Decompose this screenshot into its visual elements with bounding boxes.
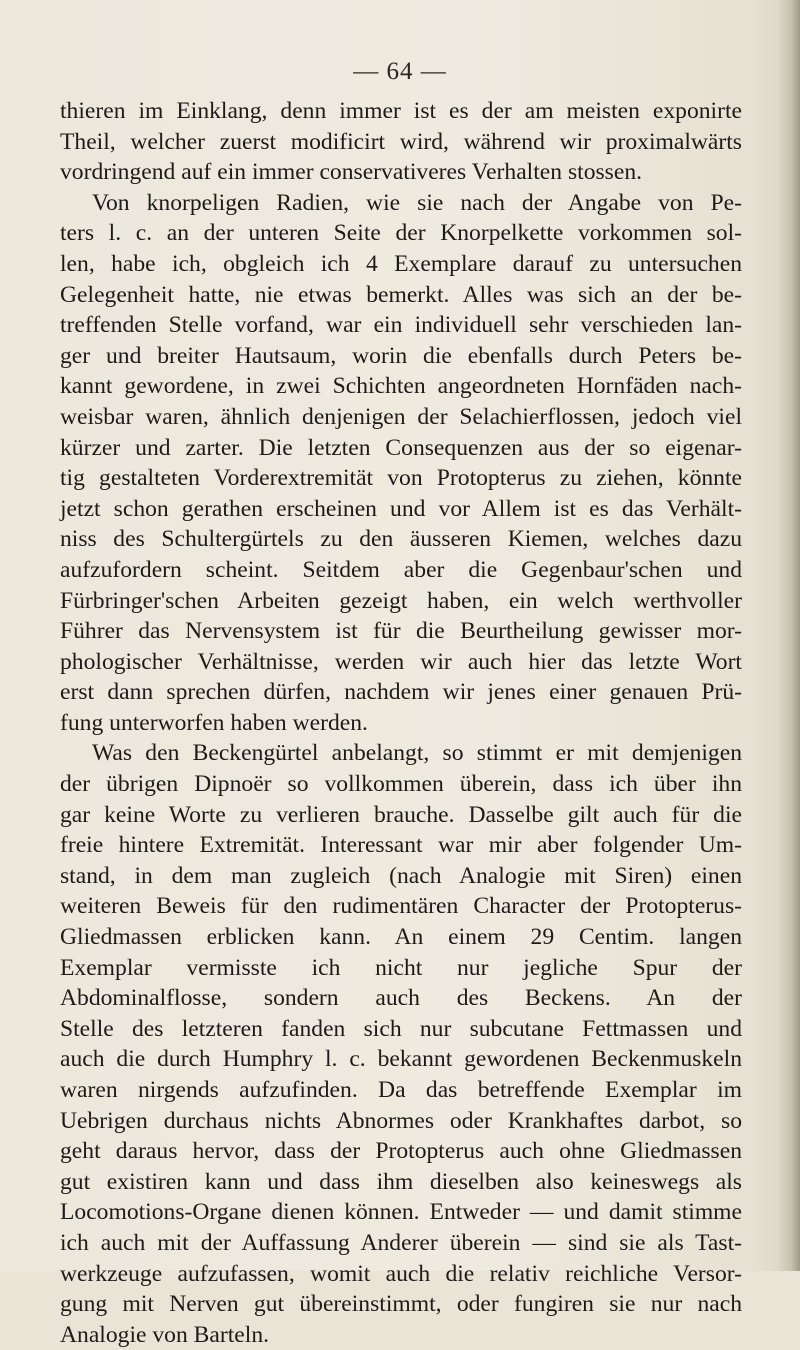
text-line: Gliedmassen erblicken kann. An einem 29 Centim. langen [60,924,742,951]
text-line: Was den Beckengürtel anbelangt, so stimmt er mit demjenigen [92,740,742,767]
text-line: weisbar waren, ähnlich denjenigen der Selachierflossen, jedoch viel [60,403,742,430]
text-line: werkzeuge aufzufassen, womit auch die relativ reichliche Versor- [60,1260,742,1287]
text-line: geht daraus hervor, dass der Protopterus auch ohne Gliedmassen [60,1138,742,1165]
text-line: der übrigen Dipnoër so vollkommen überein, dass ich über ihn [60,771,742,798]
text-line: Locomotions-Organe dienen können. Entweder — und damit stimme [60,1199,742,1226]
text-line: Gelegenheit hatte, nie etwas bemerkt. Alles was sich an der be- [60,281,742,308]
text-line: auch die durch Humphry l. c. bekannt gewordenen Beckenmuskeln [60,1046,742,1073]
text-line: Führer das Nervensystem ist für die Beurtheilung gewisser mor- [60,618,742,645]
text-line: Theil, welcher zuerst modificirt wird, während wir proximalwärts [60,128,742,155]
text-line: fung unterworfen haben werden. [60,709,368,736]
text-line: tig gestalteten Vorderextremität von Protopterus zu ziehen, könnte [60,465,742,492]
text-line: ters l. c. an der unteren Seite der Knorpelkette vorkommen sol- [60,220,742,247]
text-line: weiteren Beweis für den rudimentären Character der Protopterus- [60,893,742,920]
text-line: niss des Schultergürtels zu den äusseren Kiemen, welches dazu [60,526,742,553]
text-line: freie hintere Extremität. Interessant war mir aber folgender Um- [60,832,742,859]
text-line: kürzer und zarter. Die letzten Consequenzen aus der so eigenar- [60,434,742,461]
text-line: vordringend auf ein immer conservativeres Verhalten stossen. [60,159,643,186]
text-line: Exemplar vermisste ich nicht nur jegliche Spur der [60,954,742,981]
text-line: Abdominalflosse, sondern auch des Beckens. An der [60,985,742,1012]
text-line: Fürbringer'schen Arbeiten gezeigt haben, ein welch werthvoller [60,587,742,614]
text-line: gut existiren kann und dass ihm dieselben also keineswegs als [60,1168,742,1195]
text-line: kannt gewordene, in zwei Schichten angeordneten Hornfäden nach- [60,373,742,400]
text-line: thieren im Einklang, denn immer ist es der am meisten exponirte [60,98,742,124]
body-text [60,96,742,1350]
text-line: phologischer Verhältnisse, werden wir auch hier das letzte Wort [60,648,742,675]
text-line: Von knorpeligen Radien, wie sie nach der Angabe von Pe- [92,189,742,216]
text-line: gar keine Worte zu verlieren brauche. Dasselbe gilt auch für die [60,801,742,828]
page-number: — 64 — [353,58,447,85]
text-line: stand, in dem man zugleich (nach Analogie mit Siren) einen [60,862,742,889]
text-line: gung mit Nerven gut übereinstimmt, oder fungiren sie nur nach [60,1291,742,1318]
text-line: Uebrigen durchaus nichts Abnormes oder Krankhaftes darbot, so [60,1107,742,1134]
text-line: ich auch mit der Auffassung Anderer überein — sind sie als Tast- [60,1229,742,1256]
text-line: erst dann sprechen dürfen, nachdem wir jenes einer genauen Prü- [60,679,742,706]
text-line: Analogie von Barteln. [60,1321,270,1348]
text-line: aufzufordern scheint. Seitdem aber die Gegenbaur'schen und [60,556,742,583]
text-line: Stelle des letzteren fanden sich nur subcutane Fettmassen und [60,1015,742,1042]
text-line: ger und breiter Hautsaum, worin die ebenfalls durch Peters be- [60,342,742,369]
text-line: len, habe ich, obgleich ich 4 Exemplare darauf zu untersuchen [60,250,742,277]
text-line: treffenden Stelle vorfand, war ein individuell sehr verschieden lan- [60,312,742,339]
text-line: jetzt schon gerathen erscheinen und vor Allem ist es das Verhält- [60,495,742,522]
text-line: waren nirgends aufzufinden. Da das betreffende Exemplar im [60,1077,742,1103]
page-edge-shadow [778,0,800,1271]
